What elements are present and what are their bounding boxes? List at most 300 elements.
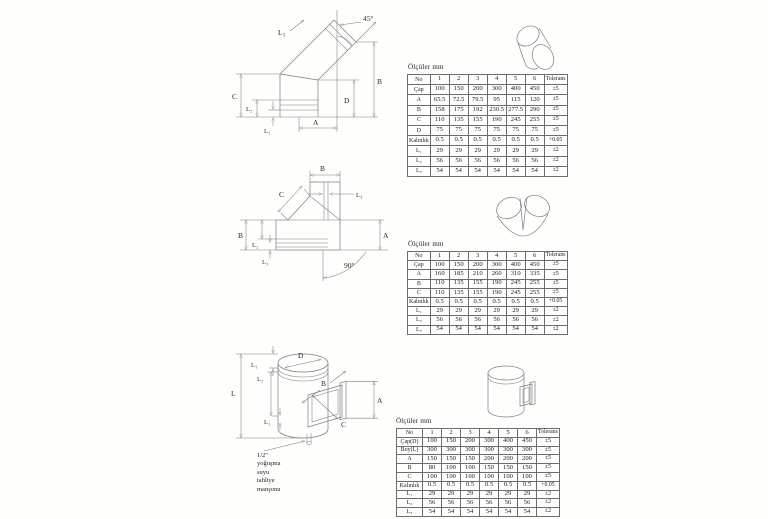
dimension-value: 75 <box>430 125 449 135</box>
col-header: 1 <box>423 429 442 438</box>
table-row <box>408 166 568 176</box>
dimension-value: 29 <box>468 146 487 156</box>
isometric-cylinder-with-port-icon <box>480 360 538 426</box>
row-label: L₁ <box>408 146 431 156</box>
dimension-value: 54 <box>423 508 442 517</box>
dimension-value: 0.5 <box>449 136 468 146</box>
dimension-value: 100 <box>423 437 442 446</box>
table-title: Ölçüler mm <box>396 417 432 425</box>
row-label: L₃ <box>397 508 423 517</box>
dim-label-angle-90: 90° <box>344 261 355 270</box>
tolerance-value: +0.05 <box>537 481 560 490</box>
table-header-row <box>408 252 568 261</box>
dimension-value: 0.5 <box>480 481 499 490</box>
dimension-value: 75 <box>506 125 525 135</box>
dimension-value: 56 <box>449 316 468 325</box>
tolerance-value: ±5 <box>537 446 560 455</box>
dimension-value: 200 <box>518 455 537 464</box>
dimension-value: 150 <box>518 464 537 473</box>
dimension-value: 255 <box>525 288 544 297</box>
table-row <box>397 508 560 517</box>
dim-label-c: C <box>341 420 347 429</box>
row-label: B <box>408 105 431 115</box>
dimension-value: 310 <box>506 270 525 279</box>
table-row <box>397 437 560 446</box>
table-row <box>408 156 568 166</box>
tolerance-value: ±5 <box>537 464 560 473</box>
dimension-value: 155 <box>468 279 487 288</box>
dimension-value: 300 <box>442 446 461 455</box>
dim-label-l3: L₃ <box>278 28 286 37</box>
dimension-value: 300 <box>480 446 499 455</box>
table-row <box>408 325 568 334</box>
dimension-value: 0.5 <box>423 481 442 490</box>
dimension-value: 300 <box>480 437 499 446</box>
col-header: 6 <box>525 252 544 261</box>
col-header: 5 <box>506 75 525 85</box>
dim-label-c: C <box>279 190 285 199</box>
dimension-value: 155 <box>468 115 487 125</box>
row-label: B <box>397 464 423 473</box>
table-row <box>397 490 560 499</box>
drain-note-line: tahliye <box>257 477 275 485</box>
dimension-value: 200 <box>461 437 480 446</box>
table-row <box>408 279 568 288</box>
col-header: 4 <box>487 252 506 261</box>
row-label: B <box>408 279 431 288</box>
dim-label-l2: L₂ <box>252 242 259 249</box>
dimension-value: 175 <box>449 105 468 115</box>
tolerance-value: +0.05 <box>544 297 567 306</box>
dimension-value: 230.5 <box>487 105 506 115</box>
dimension-value: 29 <box>480 490 499 499</box>
dimension-value: 29 <box>430 307 449 316</box>
tolerance-value: ±5 <box>544 85 567 95</box>
dimension-value: 150 <box>449 261 468 270</box>
dimension-value: 54 <box>499 508 518 517</box>
dimension-value: 0.5 <box>468 136 487 146</box>
row-label: L₁ <box>408 307 431 316</box>
dimension-value: 75 <box>449 125 468 135</box>
tolerance-value: ±2 <box>544 166 567 176</box>
col-header: 3 <box>461 429 480 438</box>
dimension-value: 56 <box>430 156 449 166</box>
row-label: A <box>408 270 431 279</box>
dim-label-d: D <box>298 351 304 360</box>
dimension-value: 56 <box>487 156 506 166</box>
dimensions-table-90-elbow <box>407 251 568 335</box>
dimension-value: 29 <box>499 490 518 499</box>
dimension-value: 100 <box>461 464 480 473</box>
tolerance-value: ±2 <box>544 307 567 316</box>
dimension-value: 80 <box>423 464 442 473</box>
dimension-value: 0.5 <box>487 297 506 306</box>
tolerance-value: ±5 <box>544 270 567 279</box>
dimension-value: 56 <box>499 499 518 508</box>
table-title: Ölçüler mm <box>408 240 444 248</box>
dimension-value: 54 <box>525 166 544 176</box>
col-header-no: No <box>408 252 431 261</box>
col-header: 5 <box>506 252 525 261</box>
dimension-value: 200 <box>468 261 487 270</box>
dimension-value: 135 <box>449 115 468 125</box>
col-header: 2 <box>449 75 468 85</box>
dimension-value: 200 <box>499 455 518 464</box>
table-row <box>397 446 560 455</box>
dimension-value: 100 <box>423 472 442 481</box>
col-header: 3 <box>468 252 487 261</box>
table-row <box>408 146 568 156</box>
dimension-value: 300 <box>499 446 518 455</box>
row-label: Kalınlık <box>408 136 431 146</box>
dim-label-l1: L₁ <box>262 259 269 266</box>
dim-label-l3: L₃ <box>356 192 363 199</box>
dimensions-table-cylinder <box>396 428 560 517</box>
drain-note-line: yoğuşma <box>257 460 281 468</box>
dimension-value: 29 <box>468 307 487 316</box>
tolerance-value: +0.05 <box>544 136 567 146</box>
dimension-value: 54 <box>449 166 468 176</box>
table-row <box>397 499 560 508</box>
dimension-value: 135 <box>449 279 468 288</box>
col-header: 3 <box>468 75 487 85</box>
dimension-value: 54 <box>449 325 468 334</box>
dimension-value: 0.5 <box>525 297 544 306</box>
dimension-value: 56 <box>461 499 480 508</box>
table-row <box>408 297 568 306</box>
col-header: 2 <box>442 429 461 438</box>
table-row <box>397 472 560 481</box>
dimension-value: 190 <box>487 279 506 288</box>
dimension-value: 29 <box>525 146 544 156</box>
table-row <box>408 125 568 135</box>
dimension-value: 290 <box>525 105 544 115</box>
tolerance-value: ±5 <box>544 125 567 135</box>
row-label: L₂ <box>397 499 423 508</box>
dimension-value: 245 <box>506 279 525 288</box>
dimension-value: 185 <box>449 270 468 279</box>
dimension-value: 100 <box>442 472 461 481</box>
dimension-value: 56 <box>525 316 544 325</box>
col-header: 6 <box>525 75 544 85</box>
col-header-tolerance: Tolerans <box>544 252 567 261</box>
table-row <box>397 464 560 473</box>
dim-label-l2: L₂ <box>246 106 253 113</box>
dimension-value: 190 <box>487 115 506 125</box>
dimension-value: 100 <box>480 472 499 481</box>
dimension-value: 300 <box>487 261 506 270</box>
col-header: 2 <box>449 252 468 261</box>
dimension-value: 75 <box>487 125 506 135</box>
col-header-no: No <box>408 75 431 85</box>
tolerance-value: ±2 <box>544 316 567 325</box>
dimension-value: 75 <box>525 125 544 135</box>
dimension-value: 29 <box>506 146 525 156</box>
row-label: L₃ <box>408 325 431 334</box>
table-title: Ölçüler mm <box>408 63 444 71</box>
dimension-value: 192 <box>468 105 487 115</box>
dim-label-b-left: B <box>238 231 244 240</box>
dimension-value: 54 <box>487 325 506 334</box>
drain-note-line: 1/2" <box>257 452 268 459</box>
dimension-value: 120 <box>525 95 544 105</box>
col-header: 4 <box>480 429 499 438</box>
dimension-value: 190 <box>487 288 506 297</box>
dimension-value: 0.5 <box>449 297 468 306</box>
dimension-value: 56 <box>525 156 544 166</box>
col-header: 1 <box>430 75 449 85</box>
dimension-value: 110 <box>430 279 449 288</box>
col-header: 6 <box>518 429 537 438</box>
dimension-value: 0.5 <box>430 136 449 146</box>
dimension-value: 277.5 <box>506 105 525 115</box>
dimension-value: 29 <box>525 307 544 316</box>
dimension-value: 54 <box>430 325 449 334</box>
dimension-value: 110 <box>430 288 449 297</box>
tolerance-value: ±5 <box>544 95 567 105</box>
table-row <box>397 455 560 464</box>
dimension-value: 0.5 <box>430 297 449 306</box>
row-label: L₃ <box>408 166 431 176</box>
dimension-value: 400 <box>506 261 525 270</box>
dimension-value: 150 <box>480 464 499 473</box>
dim-label-b: B <box>377 77 383 86</box>
tolerance-value: ±5 <box>537 437 560 446</box>
tolerance-value: ±5 <box>537 455 560 464</box>
col-header-no: No <box>397 429 423 438</box>
dim-label-d: D <box>344 96 350 105</box>
dimension-value: 450 <box>525 85 544 95</box>
row-label: Çap <box>408 85 431 95</box>
dimension-value: 150 <box>423 455 442 464</box>
row-label: Kalınlık <box>397 481 423 490</box>
dimension-value: 0.5 <box>518 481 537 490</box>
dimension-value: 54 <box>487 166 506 176</box>
dimension-value: 255 <box>525 279 544 288</box>
tolerance-value: ±5 <box>544 115 567 125</box>
row-label: C <box>397 472 423 481</box>
tolerance-value: ±2 <box>544 156 567 166</box>
isometric-45-elbow-icon <box>498 20 563 78</box>
elbow-45-drawing <box>228 4 423 156</box>
row-label: Çap(D) <box>397 437 423 446</box>
dimension-value: 54 <box>525 325 544 334</box>
tolerance-value: ±5 <box>544 105 567 115</box>
dimension-value: 29 <box>442 490 461 499</box>
dim-label-a: A <box>313 118 319 127</box>
table-header-row <box>408 75 568 85</box>
elbow-90-drawing <box>236 160 408 295</box>
row-label: L₂ <box>408 316 431 325</box>
row-label: Kalınlık <box>409 299 429 306</box>
dimension-value: 335 <box>525 270 544 279</box>
tolerance-value: ±2 <box>544 146 567 156</box>
dimension-value: 56 <box>480 499 499 508</box>
dimension-value: 245 <box>506 115 525 125</box>
dimension-value: 95 <box>487 95 506 105</box>
dimension-value: 210 <box>468 270 487 279</box>
dimension-value: 400 <box>506 85 525 95</box>
dim-label-l1-top: L₁ <box>251 362 258 369</box>
row-label: L₁ <box>397 490 423 499</box>
dimension-value: 100 <box>430 85 449 95</box>
dimension-value: 54 <box>506 325 525 334</box>
dim-label-l1: L₁ <box>264 128 271 135</box>
dimension-value: 56 <box>468 316 487 325</box>
dimension-value: 0.5 <box>468 297 487 306</box>
dimension-value: 0.5 <box>442 481 461 490</box>
dimension-value: 155 <box>468 288 487 297</box>
tolerance-value: ±5 <box>544 279 567 288</box>
dimension-value: 54 <box>468 166 487 176</box>
dimension-value: 115 <box>506 95 525 105</box>
dimension-value: 29 <box>518 490 537 499</box>
dimension-value: 54 <box>468 325 487 334</box>
dimension-value: 135 <box>449 288 468 297</box>
isometric-90-elbow-icon <box>489 186 559 242</box>
dimension-value: 100 <box>442 464 461 473</box>
row-label: L₂ <box>408 156 431 166</box>
dimension-value: 72.5 <box>449 95 468 105</box>
dimension-value: 29 <box>449 307 468 316</box>
dimension-value: 100 <box>430 261 449 270</box>
row-label: C <box>408 115 431 125</box>
dimension-value: 300 <box>423 446 442 455</box>
dimension-value: 150 <box>442 455 461 464</box>
dimension-value: 100 <box>461 472 480 481</box>
table-row <box>408 307 568 316</box>
dimension-value: 29 <box>423 490 442 499</box>
dimension-value: 56 <box>518 499 537 508</box>
dimension-value: 100 <box>518 472 537 481</box>
dimension-value: 29 <box>487 307 506 316</box>
dimension-value: 29 <box>461 490 480 499</box>
dimension-value: 56 <box>423 499 442 508</box>
dimension-value: 29 <box>506 307 525 316</box>
tolerance-value: ±2 <box>544 325 567 334</box>
dimension-value: 56 <box>430 316 449 325</box>
table-row <box>408 316 568 325</box>
dimension-value: 160 <box>430 270 449 279</box>
tolerance-value: ±5 <box>544 261 567 270</box>
dimension-value: 56 <box>468 156 487 166</box>
table-row <box>408 85 568 95</box>
dimension-value: 150 <box>461 455 480 464</box>
dimension-value: 150 <box>499 464 518 473</box>
dimension-value: 158 <box>430 105 449 115</box>
dimension-value: 100 <box>499 472 518 481</box>
dimension-value: 54 <box>430 166 449 176</box>
dimension-value: 260 <box>487 270 506 279</box>
dimension-value: 150 <box>449 85 468 95</box>
tolerance-value: ±2 <box>537 490 560 499</box>
table-header-row <box>397 429 560 438</box>
tolerance-value: ±5 <box>544 288 567 297</box>
dimension-value: 56 <box>442 499 461 508</box>
dim-label-angle-45: 45° <box>363 14 374 23</box>
row-label: A <box>408 95 431 105</box>
dimension-value: 0.5 <box>506 136 525 146</box>
tolerance-value: ±2 <box>537 499 560 508</box>
row-label: D <box>408 125 431 135</box>
col-header: 5 <box>499 429 518 438</box>
drain-note-line: manşonu <box>257 485 281 493</box>
dimension-value: 255 <box>525 115 544 125</box>
tolerance-value: ±5 <box>537 472 560 481</box>
dimension-value: 56 <box>449 156 468 166</box>
dimension-value: 29 <box>449 146 468 156</box>
table-row <box>408 115 568 125</box>
dimension-value: 54 <box>442 508 461 517</box>
dimension-value: 54 <box>518 508 537 517</box>
dimension-value: 0.5 <box>487 136 506 146</box>
col-header: 1 <box>430 252 449 261</box>
dimension-value: 0.5 <box>506 297 525 306</box>
dimension-value: 400 <box>499 437 518 446</box>
dimensions-table-45-elbow <box>407 74 568 177</box>
dim-label-b: B <box>321 379 327 388</box>
table-row <box>408 95 568 105</box>
dimension-value: 300 <box>461 446 480 455</box>
table-row <box>408 105 568 115</box>
table-row <box>397 481 560 490</box>
dimension-value: 150 <box>442 437 461 446</box>
dim-label-l: L <box>231 389 236 398</box>
dim-label-a: A <box>377 396 383 405</box>
dimension-value: 79.5 <box>468 95 487 105</box>
col-header: 4 <box>487 75 506 85</box>
table-row <box>408 270 568 279</box>
table-row <box>408 288 568 297</box>
cylinder-port-drawing <box>228 333 400 505</box>
dimension-value: 300 <box>487 85 506 95</box>
row-label: Çap <box>408 261 431 270</box>
drain-note-line: suyu <box>257 468 270 476</box>
dimension-value: 29 <box>487 146 506 156</box>
row-label: Boy(L) <box>397 446 423 455</box>
dimension-value: 0.5 <box>525 136 544 146</box>
dimension-value: 200 <box>468 85 487 95</box>
dimension-value: 56 <box>506 316 525 325</box>
table-row <box>408 261 568 270</box>
dimension-value: 75 <box>468 125 487 135</box>
dimension-value: 300 <box>518 446 537 455</box>
dimension-value: 56 <box>487 316 506 325</box>
dim-label-l1-bottom: L₁ <box>264 419 271 426</box>
dimension-value: 56 <box>506 156 525 166</box>
dimension-value: 29 <box>430 146 449 156</box>
dim-label-b-top: B <box>320 164 326 173</box>
dim-label-a: A <box>383 231 389 240</box>
dimension-value: 54 <box>461 508 480 517</box>
col-header-tolerance: Tolerans <box>537 429 560 438</box>
drain-note <box>257 452 280 494</box>
dimension-value: 450 <box>518 437 537 446</box>
dimension-value: 450 <box>525 261 544 270</box>
table-row <box>408 136 568 146</box>
dimension-value: 200 <box>480 455 499 464</box>
dimension-value: 54 <box>506 166 525 176</box>
dimension-value: 110 <box>430 115 449 125</box>
dimension-value: 0.5 <box>499 481 518 490</box>
dimension-value: 0.5 <box>461 481 480 490</box>
col-header-tolerance: Tolerans <box>544 75 567 85</box>
row-label: A <box>397 455 423 464</box>
dimension-value: 65.5 <box>430 95 449 105</box>
dimension-value: 54 <box>480 508 499 517</box>
tolerance-value: ±2 <box>537 508 560 517</box>
dim-label-c: C <box>232 92 238 101</box>
